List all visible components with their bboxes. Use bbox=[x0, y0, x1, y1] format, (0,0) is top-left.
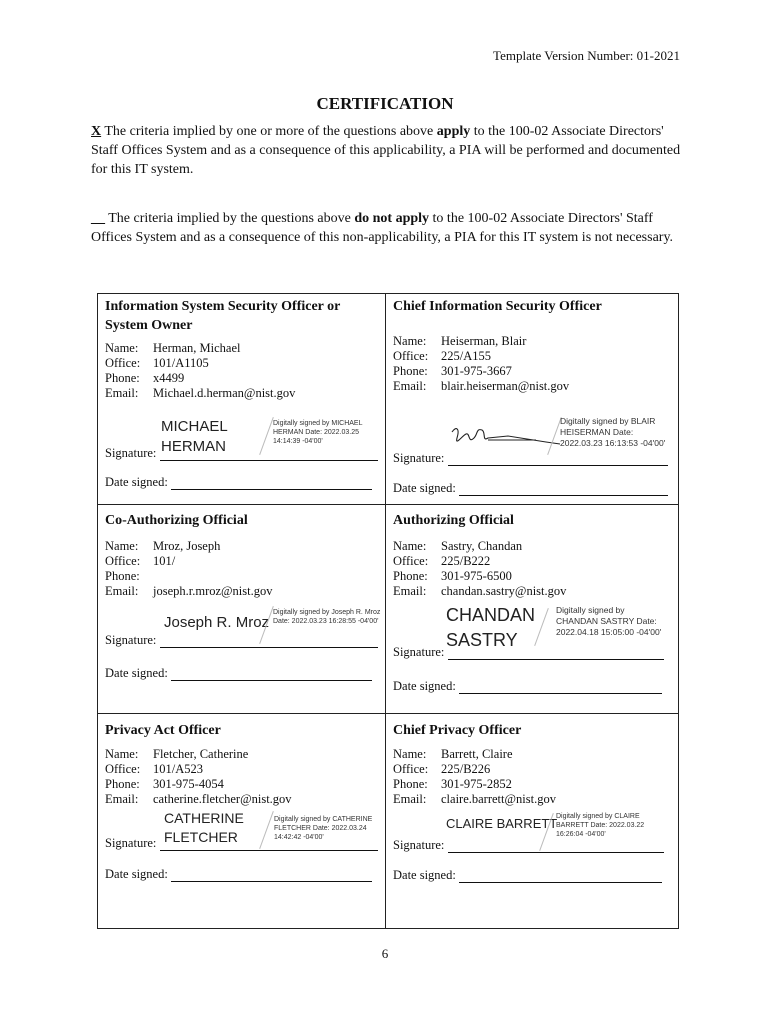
contact-phone: 301-975-6500 bbox=[441, 569, 512, 583]
contact-info bbox=[105, 341, 295, 401]
name-label: Name: bbox=[393, 539, 427, 553]
cell-co-authorizing bbox=[98, 505, 385, 713]
email-label: Email: bbox=[393, 584, 427, 598]
signature-line bbox=[393, 451, 668, 466]
cell-title: Authorizing Official bbox=[393, 513, 514, 528]
cell-isso bbox=[98, 294, 385, 504]
contact-name: Barrett, Claire bbox=[441, 747, 513, 761]
contact-info bbox=[393, 334, 569, 394]
contact-office: 101/A1105 bbox=[153, 356, 209, 370]
signature-label: Signature: bbox=[105, 633, 157, 647]
cell-chief-privacy-officer bbox=[386, 714, 678, 928]
cell-privacy-act-officer bbox=[98, 714, 385, 928]
signature-meta: Digitally signed by CLAIRE BARRETT Date: 2022.03.22 16:26:04 -04'00' bbox=[556, 813, 645, 838]
signature-name: MICHAEL HERMAN bbox=[161, 418, 228, 455]
contact-name: Herman, Michael bbox=[153, 341, 241, 355]
contact-name: Heiserman, Blair bbox=[441, 334, 527, 348]
office-label: Office: bbox=[105, 762, 141, 776]
not-apply-mark: __ bbox=[91, 211, 105, 226]
signature-line bbox=[105, 836, 378, 851]
signature-meta: Digitally signed by Joseph R. Mroz Date: 2022.03.23 16:28:55 -04'00' bbox=[273, 609, 381, 625]
office-label: Office: bbox=[393, 762, 429, 776]
signature-line bbox=[105, 446, 378, 461]
cell-title: Privacy Act Officer bbox=[105, 723, 221, 738]
date-signed-label: Date signed: bbox=[393, 679, 456, 693]
signature-meta: Digitally signed by MICHAEL HERMAN Date: 2022.03.25 14:14:39 -04'00' bbox=[273, 420, 363, 445]
contact-email: Michael.d.herman@nist.gov bbox=[153, 386, 296, 400]
cell-ciso bbox=[386, 294, 678, 504]
signature-label: Signature: bbox=[105, 446, 157, 460]
signature-meta: Digitally signed by CHANDAN SASTRY Date: 2022.04.18 15:05:00 -04'00' bbox=[556, 605, 662, 637]
name-label: Name: bbox=[393, 747, 427, 761]
apply-text-bold: apply bbox=[436, 124, 471, 139]
email-label: Email: bbox=[393, 792, 427, 806]
cell-title: Chief Information Security Officer bbox=[393, 299, 602, 314]
date-signed-line bbox=[393, 868, 662, 883]
date-signed-label: Date signed: bbox=[105, 475, 168, 489]
phone-label: Phone: bbox=[105, 777, 140, 791]
not-apply-text-bold: do not apply bbox=[354, 211, 430, 226]
version-number: Template Version Number: 01-2021 bbox=[493, 48, 680, 63]
page-title: CERTIFICATION bbox=[316, 94, 454, 113]
name-label: Name: bbox=[105, 539, 139, 553]
signature-name: CLAIRE BARRETT bbox=[446, 816, 558, 831]
signature-meta: Digitally signed by BLAIR HEISERMAN Date: 2022.03.23 16:13:53 -04'00' bbox=[560, 416, 666, 448]
name-label: Name: bbox=[105, 747, 139, 761]
date-signed-line bbox=[393, 679, 662, 694]
contact-email: claire.barrett@nist.gov bbox=[441, 792, 556, 806]
contact-info bbox=[105, 747, 292, 807]
date-signed-label: Date signed: bbox=[393, 481, 456, 495]
handwritten-signature bbox=[448, 424, 563, 454]
date-signed-line bbox=[105, 867, 372, 882]
contact-phone: 301-975-3667 bbox=[441, 364, 512, 378]
office-label: Office: bbox=[393, 554, 429, 568]
contact-email: joseph.r.mroz@nist.gov bbox=[153, 584, 273, 598]
signature-label: Signature: bbox=[105, 836, 157, 850]
contact-phone: 301-975-4054 bbox=[153, 777, 224, 791]
contact-info bbox=[105, 539, 273, 599]
signature-name: CATHERINE FLETCHER bbox=[164, 810, 244, 845]
contact-name: Sastry, Chandan bbox=[441, 539, 523, 553]
office-label: Office: bbox=[393, 349, 429, 363]
phone-label: Phone: bbox=[393, 364, 428, 378]
phone-label: Phone: bbox=[393, 777, 428, 791]
contact-email: blair.heiserman@nist.gov bbox=[441, 379, 570, 393]
apply-text-pre: The criteria implied by one or more of the questions above bbox=[101, 124, 437, 139]
signature-label: Signature: bbox=[393, 451, 445, 465]
office-label: Office: bbox=[105, 356, 141, 370]
contact-office: 101/ bbox=[153, 554, 176, 568]
not-apply-text-post: to the 100-02 Associate Directors' Staff Offices System and as a consequence of this non-applicability, a PIA for this IT system is not necessary. bbox=[91, 211, 674, 245]
cell-title: Chief Privacy Officer bbox=[393, 723, 522, 738]
phone-label: Phone: bbox=[105, 569, 140, 583]
phone-label: Phone: bbox=[393, 569, 428, 583]
cell-authorizing bbox=[386, 505, 678, 713]
date-signed-label: Date signed: bbox=[105, 867, 168, 881]
cell-title: Information System Security Officer or System Owner bbox=[105, 299, 341, 333]
contact-office: 225/B222 bbox=[441, 554, 491, 568]
signature-label: Signature: bbox=[393, 838, 445, 852]
page-number: 6 bbox=[381, 946, 389, 961]
signature-name: CHANDAN SASTRY bbox=[446, 605, 536, 650]
apply-text-post: to the 100-02 Associate Directors' Staff Offices System and as a consequence of this applicability, a PIA will be performed and documented for this IT system. bbox=[91, 124, 681, 177]
signature-line bbox=[105, 633, 378, 648]
contact-office: 225/B226 bbox=[441, 762, 491, 776]
contact-name: Mroz, Joseph bbox=[153, 539, 221, 553]
contact-office: 225/A155 bbox=[441, 349, 491, 363]
not-apply-text-pre: The criteria implied by the questions above bbox=[105, 211, 355, 226]
signature-line bbox=[393, 838, 664, 853]
name-label: Name: bbox=[393, 334, 427, 348]
email-label: Email: bbox=[393, 379, 427, 393]
signature-line bbox=[393, 645, 664, 660]
date-signed-label: Date signed: bbox=[105, 666, 168, 680]
date-signed-label: Date signed: bbox=[393, 868, 456, 882]
email-label: Email: bbox=[105, 386, 139, 400]
contact-info bbox=[393, 539, 566, 599]
email-label: Email: bbox=[105, 792, 139, 806]
contact-name: Fletcher, Catherine bbox=[153, 747, 249, 761]
date-signed-line bbox=[105, 666, 372, 681]
criteria-not-apply-paragraph bbox=[91, 209, 681, 247]
date-signed-line bbox=[393, 481, 668, 496]
office-label: Office: bbox=[105, 554, 141, 568]
name-label: Name: bbox=[105, 341, 139, 355]
contact-phone: x4499 bbox=[153, 371, 185, 385]
signature-name: Joseph R. Mroz bbox=[164, 614, 270, 631]
contact-info bbox=[393, 747, 556, 807]
cell-title: Co-Authorizing Official bbox=[105, 513, 248, 528]
apply-mark: X bbox=[91, 124, 102, 139]
contact-phone: 301-975-2852 bbox=[441, 777, 512, 791]
signature-meta: Digitally signed by CATHERINE FLETCHER Date: 2022.03.24 14:42:42 -04'00' bbox=[274, 816, 373, 841]
phone-label: Phone: bbox=[105, 371, 140, 385]
contact-office: 101/A523 bbox=[153, 762, 203, 776]
date-signed-line bbox=[105, 475, 372, 490]
criteria-apply-paragraph bbox=[91, 122, 681, 179]
contact-email: chandan.sastry@nist.gov bbox=[441, 584, 567, 598]
signature-grid bbox=[97, 293, 679, 929]
signature-label: Signature: bbox=[393, 645, 445, 659]
contact-email: catherine.fletcher@nist.gov bbox=[153, 792, 292, 806]
email-label: Email: bbox=[105, 584, 139, 598]
